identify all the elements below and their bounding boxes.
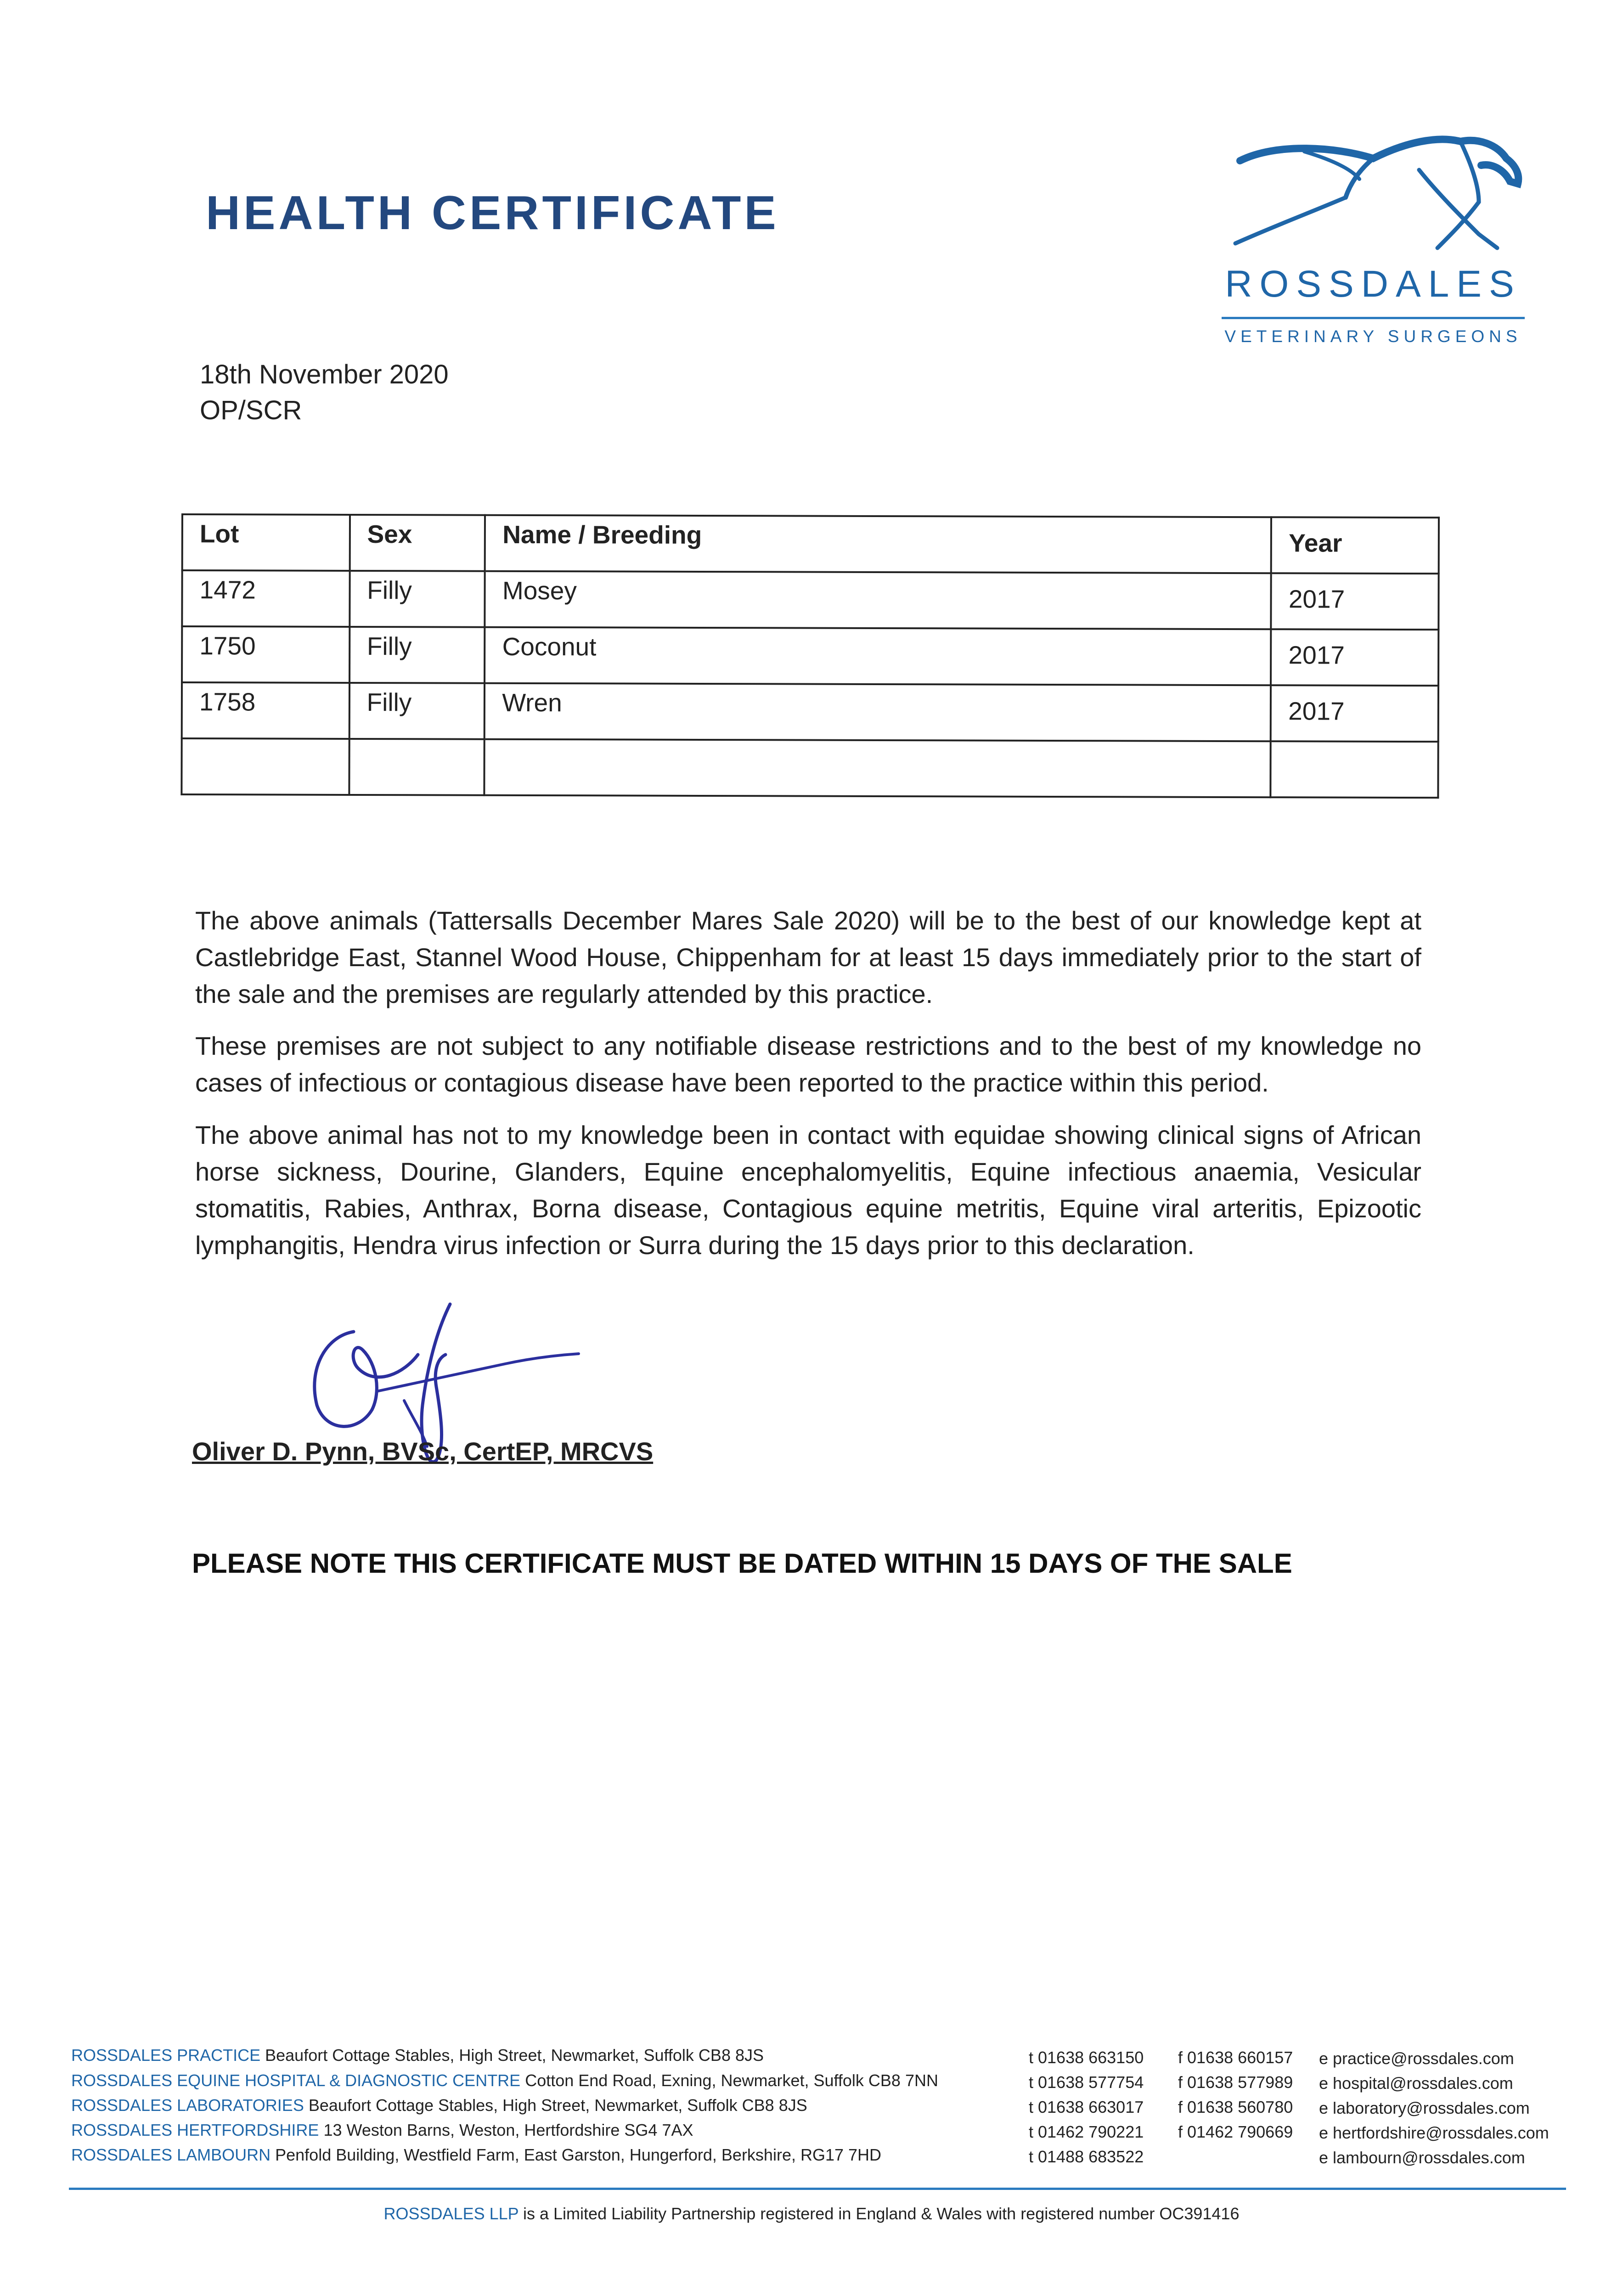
cell-year: 2017 (1271, 573, 1439, 630)
horse-logo-icon (1222, 133, 1525, 262)
office-fax: f 01638 560780 (1178, 2098, 1293, 2116)
brand-divider (1222, 317, 1525, 319)
footer-office-row (71, 2145, 881, 2165)
office-email: e hospital@rossdales.com (1319, 2074, 1513, 2093)
reference-code: OP/SCR (200, 395, 302, 425)
cell-empty (349, 739, 485, 795)
office-phone: t 01638 663017 (1029, 2098, 1144, 2116)
paragraph-equidae-contact (195, 1117, 1421, 1264)
table-row (182, 570, 1438, 630)
office-address: Beaufort Cottage Stables, High Street, Newmarket, Suffolk CB8 8JS (265, 2046, 764, 2065)
cell-lot: 1472 (182, 570, 349, 627)
cell-name: Wren (485, 683, 1271, 741)
office-fax: f 01462 790669 (1178, 2122, 1293, 2141)
office-name: ROSSDALES HERTFORDSHIRE (71, 2121, 319, 2139)
cell-year: 2017 (1271, 685, 1438, 742)
office-address: Cotton End Road, Exning, Newmarket, Suffolk CB8 7NN (525, 2071, 938, 2090)
brand-tagline: VETERINARY SURGEONS (1224, 327, 1522, 346)
legal-org: ROSSDALES LLP (383, 2204, 518, 2223)
office-phone: t 01488 683522 (1029, 2147, 1144, 2166)
office-fax: f 01638 660157 (1178, 2048, 1293, 2067)
table-row (182, 626, 1438, 686)
footer-office-row (71, 2071, 938, 2090)
cell-empty (181, 738, 349, 795)
cell-sex: Filly (349, 683, 485, 739)
paragraph-2-text: These premises are not subject to any notifiable disease restrictions and to the best of my knowledge no cases of infectious or contagious disease have been reported to the practice within this period. (195, 1031, 1421, 1097)
cell-empty (485, 739, 1271, 797)
cell-lot: 1758 (182, 682, 349, 739)
certificate-date: 18th November 2020 (200, 360, 449, 389)
cell-name: Coconut (485, 627, 1271, 685)
table-row-empty (181, 738, 1438, 798)
office-email: e hertfordshire@rossdales.com (1319, 2123, 1549, 2142)
cell-name: Mosey (485, 571, 1271, 629)
signer-name: Oliver D. Pynn, BVSc, CertEP, MRCVS (192, 1437, 654, 1466)
table-row (182, 682, 1438, 742)
header-name-breeding: Name / Breeding (485, 515, 1271, 573)
footer-office-row (71, 2096, 807, 2115)
office-address: Penfold Building, Westfield Farm, East Garston, Hungerford, Berkshire, RG17 7HD (275, 2145, 882, 2164)
office-name: ROSSDALES LAMBOURN (71, 2145, 271, 2164)
brand-name: ROSSDALES (1225, 263, 1522, 305)
dating-notice: PLEASE NOTE THIS CERTIFICATE MUST BE DATED WITHIN 15 DAYS OF THE SALE (192, 1548, 1292, 1579)
office-address: Beaufort Cottage Stables, High Street, Newmarket, Suffolk CB8 8JS (308, 2096, 807, 2115)
header-sex: Sex (349, 515, 485, 571)
office-name: ROSSDALES EQUINE HOSPITAL & DIAGNOSTIC CENTRE (71, 2071, 521, 2090)
office-fax: f 01638 577989 (1178, 2073, 1293, 2092)
cell-lot: 1750 (182, 626, 349, 683)
office-phone: t 01638 663150 (1029, 2048, 1144, 2067)
footer-office-row (71, 2046, 764, 2065)
lots-table (180, 513, 1440, 799)
header-year: Year (1271, 517, 1439, 574)
office-email: e lambourn@rossdales.com (1319, 2148, 1525, 2167)
office-phone: t 01462 790221 (1029, 2122, 1144, 2141)
paragraph-premises (195, 902, 1421, 1013)
footer-office-row (71, 2121, 693, 2140)
cell-empty (1271, 741, 1438, 798)
paragraph-disease-restrictions (195, 1028, 1421, 1101)
legal-notice (0, 2204, 1623, 2223)
header-lot: Lot (182, 514, 350, 571)
office-name: ROSSDALES PRACTICE (71, 2046, 261, 2065)
paragraph-3-text: The above animal has not to my knowledge been in contact with equidae showing clinical signs of African horse sickness, Dourine, Glanders, Equine encephalomyelitis, Equine infectious anaemia, Vesicular stomatitis, Rabies, Anthrax, Borna disease, Contagious equine metritis, Equine viral arteritis, Epizootic lymphangitis, Hendra virus infection or Surra during the 15 days prior to this declaration. (195, 1120, 1421, 1260)
table-header-row (182, 514, 1439, 574)
legal-text: is a Limited Liability Partnership registered in England & Wales with registered number OC391416 (523, 2204, 1240, 2223)
cell-sex: Filly (349, 627, 485, 683)
document-title: HEALTH CERTIFICATE (206, 186, 779, 240)
office-address: 13 Weston Barns, Weston, Hertfordshire SG4 7AX (323, 2121, 693, 2139)
cell-sex: Filly (349, 571, 485, 627)
office-name: ROSSDALES LABORATORIES (71, 2096, 304, 2115)
cell-year: 2017 (1271, 629, 1438, 686)
footer-divider (69, 2188, 1566, 2190)
office-email: e laboratory@rossdales.com (1319, 2099, 1530, 2117)
paragraph-1-text: The above animals (Tattersalls December Mares Sale 2020) will be to the best of our knowledge kept at Castlebridge East, Stannel Wood House, Chippenham for at least 15 days immediately prior to the start of the sale and the premises are regularly attended by this practice. (195, 906, 1421, 1008)
office-email: e practice@rossdales.com (1319, 2049, 1514, 2068)
office-phone: t 01638 577754 (1029, 2073, 1144, 2092)
